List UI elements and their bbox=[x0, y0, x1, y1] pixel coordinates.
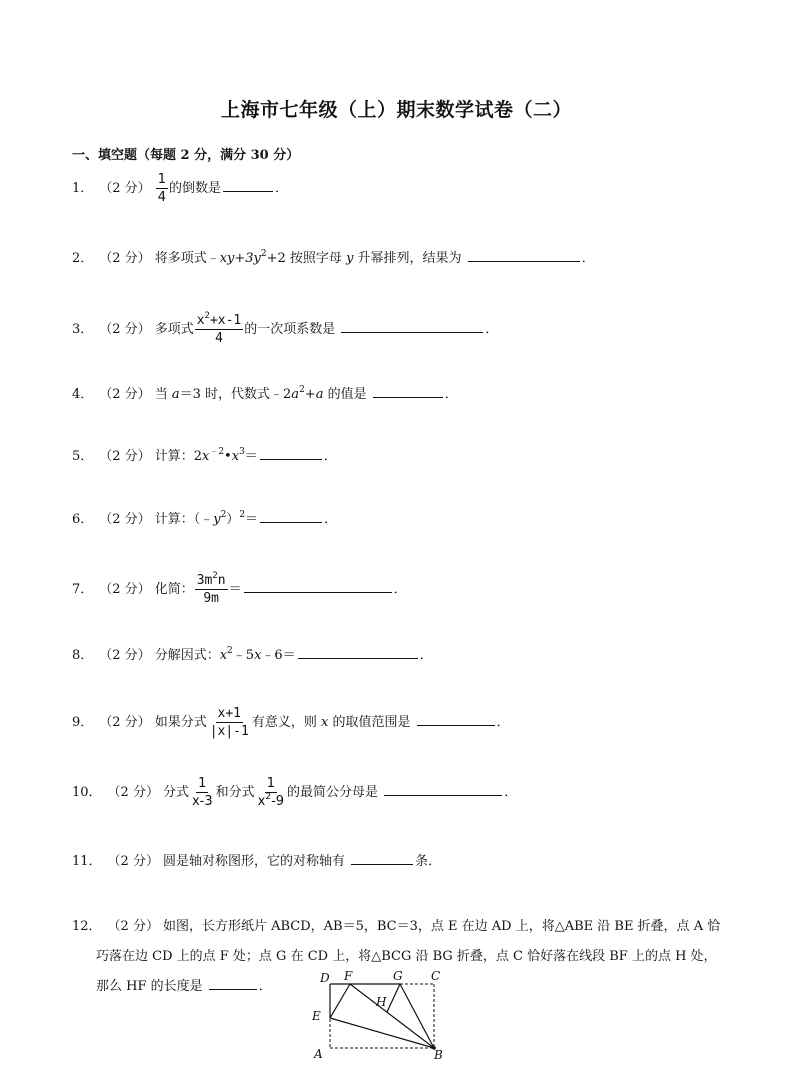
question-number: 7． bbox=[72, 582, 94, 597]
question-text: ＝3 时，代数式﹣2 bbox=[179, 387, 292, 402]
bracket: ） bbox=[226, 512, 240, 527]
question-number: 12． bbox=[72, 919, 102, 934]
geometry-figure bbox=[300, 966, 460, 1066]
numerator: $3m^2n$ bbox=[196, 571, 226, 588]
question-7 bbox=[72, 573, 407, 606]
period: ． bbox=[258, 979, 272, 994]
answer-blank[interactable] bbox=[417, 711, 495, 726]
variable: a bbox=[315, 387, 324, 402]
question-score: （2 分） bbox=[99, 512, 151, 527]
question-text: 升幂排列，结果为 bbox=[353, 251, 462, 266]
question-text: ﹣6＝ bbox=[261, 648, 296, 663]
segment-ef bbox=[330, 984, 350, 1018]
period: ． bbox=[419, 648, 433, 663]
question-text: +2 按照字母 bbox=[266, 251, 342, 266]
question-score: （2 分） bbox=[107, 785, 159, 800]
period: ． bbox=[444, 387, 458, 402]
question-text: 分式 bbox=[162, 785, 189, 800]
denominator: 4 bbox=[215, 331, 223, 346]
question-11 bbox=[72, 850, 441, 872]
question-text: 巧落在边 CD 上的点 F 处；点 G 在 CD 上，将△BCG 沿 BG 折叠，点 C 恰好落在线段 BF 上的点 H 处， bbox=[96, 949, 717, 964]
fraction bbox=[190, 776, 215, 809]
variable: y bbox=[346, 251, 354, 266]
question-score: （2 分） bbox=[99, 582, 151, 597]
operator: • bbox=[224, 449, 232, 464]
answer-blank[interactable] bbox=[351, 850, 413, 865]
numerator: $x^2+x-1$ bbox=[196, 311, 242, 328]
answer-blank[interactable] bbox=[223, 177, 273, 192]
question-score: （2 分） bbox=[107, 854, 159, 869]
page-title: 上海市七年级（上）期末数学试卷（二） bbox=[220, 99, 572, 121]
fraction bbox=[195, 573, 228, 606]
question-text: 有意义，则 bbox=[251, 715, 317, 730]
period: ． bbox=[274, 181, 288, 196]
question-text: 的一次项系数是 bbox=[244, 322, 336, 337]
question-text: 化简： bbox=[154, 582, 194, 597]
question-text: 计算：（﹣ bbox=[154, 512, 214, 527]
variable: x bbox=[321, 715, 329, 730]
question-line bbox=[72, 912, 732, 942]
question-2 bbox=[72, 247, 595, 269]
question-text: 的倒数是 bbox=[168, 181, 221, 196]
question-text: 如果分式 bbox=[154, 715, 207, 730]
denominator: 9m bbox=[203, 591, 219, 606]
question-text: 那么 HF 的长度是 bbox=[96, 979, 203, 994]
question-text: 将多项式﹣ bbox=[154, 251, 220, 266]
label-h: H bbox=[376, 995, 387, 1009]
period: ． bbox=[485, 322, 499, 337]
period: ． bbox=[581, 251, 595, 266]
question-score: （2 分） bbox=[99, 181, 151, 196]
label-a: A bbox=[314, 1047, 323, 1061]
answer-blank[interactable] bbox=[260, 445, 322, 460]
question-text: 的取值范围是 bbox=[328, 715, 411, 730]
variable: a bbox=[171, 387, 180, 402]
label-b: B bbox=[434, 1048, 443, 1062]
answer-blank[interactable] bbox=[468, 247, 580, 262]
operator: + bbox=[304, 387, 316, 402]
denominator: 4 bbox=[157, 190, 166, 205]
question-text: 分解因式： bbox=[154, 648, 220, 663]
numerator: x+1 bbox=[217, 706, 242, 721]
label-c: C bbox=[431, 969, 441, 983]
label-g: G bbox=[393, 969, 403, 983]
question-number: 11． bbox=[72, 854, 102, 869]
answer-blank[interactable] bbox=[384, 781, 502, 796]
question-score: （2 分） bbox=[99, 251, 151, 266]
question-text: 圆是轴对称图形，它的对称轴有 bbox=[162, 854, 345, 869]
answer-blank[interactable] bbox=[209, 975, 257, 990]
numerator: 1 bbox=[198, 776, 207, 791]
question-4 bbox=[72, 383, 458, 405]
question-score: （2 分） bbox=[99, 449, 151, 464]
question-text: 的最简公分母是 bbox=[287, 785, 379, 800]
exponent: 2 bbox=[260, 249, 267, 259]
period: ． bbox=[324, 512, 338, 527]
operator: ＝ bbox=[244, 449, 258, 464]
fraction bbox=[256, 776, 286, 809]
question-6 bbox=[72, 508, 337, 530]
fraction bbox=[195, 313, 244, 346]
question-text: ﹣5 bbox=[232, 648, 255, 663]
question-text: 的值是 bbox=[323, 387, 367, 402]
question-text: 如图，长方形纸片 ABCD，AB＝5，BC＝3，点 E 在边 AD 上，将△ABE 沿 BE 折叠，点 A 恰 bbox=[162, 919, 721, 934]
expression: xy+3y bbox=[219, 251, 261, 266]
answer-blank[interactable] bbox=[341, 318, 483, 333]
question-number: 9． bbox=[72, 715, 94, 730]
question-score: （2 分） bbox=[99, 322, 151, 337]
question-text: 计算：2 bbox=[154, 449, 202, 464]
question-score: （2 分） bbox=[99, 715, 151, 730]
question-number: 8． bbox=[72, 648, 94, 663]
answer-blank[interactable] bbox=[244, 578, 392, 593]
segment-eb bbox=[330, 1018, 434, 1048]
variable: x bbox=[231, 449, 240, 464]
segment-gh bbox=[387, 984, 400, 1012]
denominator: x-3 bbox=[191, 794, 213, 809]
question-5 bbox=[72, 445, 337, 467]
variable: x bbox=[201, 449, 210, 464]
label-d: D bbox=[320, 971, 330, 985]
denominator: |x|-1 bbox=[209, 724, 249, 739]
question-score: （2 分） bbox=[107, 919, 159, 934]
fraction bbox=[208, 706, 251, 739]
numerator: 1 bbox=[266, 776, 275, 791]
denominator: $x^2-9$ bbox=[257, 792, 285, 809]
exponent: 3 bbox=[239, 447, 245, 457]
variable: a bbox=[291, 387, 300, 402]
period: ． bbox=[323, 449, 337, 464]
question-number: 1． bbox=[72, 181, 94, 196]
answer-blank[interactable] bbox=[373, 383, 443, 398]
question-text: 当 bbox=[154, 387, 168, 402]
segment-gb bbox=[400, 984, 434, 1048]
exponent: 2 bbox=[299, 385, 305, 395]
question-text: 条． bbox=[415, 854, 442, 869]
question-score: （2 分） bbox=[99, 387, 151, 402]
question-1 bbox=[72, 172, 288, 205]
exponent: 2 bbox=[227, 646, 233, 656]
question-number: 6． bbox=[72, 512, 94, 527]
question-9 bbox=[72, 706, 510, 739]
fraction bbox=[156, 172, 168, 205]
question-10 bbox=[72, 776, 517, 809]
section-heading: 一、填空题（每题 2 分，满分 30 分） bbox=[72, 148, 300, 163]
answer-blank[interactable] bbox=[298, 644, 418, 659]
question-text: 和分式 bbox=[215, 785, 255, 800]
variable: y bbox=[213, 512, 221, 527]
question-number: 5． bbox=[72, 449, 94, 464]
question-number: 2． bbox=[72, 251, 94, 266]
exponent: 2 bbox=[220, 510, 227, 520]
numerator: 1 bbox=[157, 172, 166, 187]
question-number: 4． bbox=[72, 387, 94, 402]
answer-blank[interactable] bbox=[260, 508, 322, 523]
operator: ＝ bbox=[245, 512, 259, 527]
label-e: E bbox=[312, 1009, 321, 1023]
variable: x bbox=[254, 648, 262, 663]
period: ． bbox=[393, 582, 407, 597]
exponent: ﹣2 bbox=[209, 447, 225, 457]
question-number: 3． bbox=[72, 322, 94, 337]
variable: x bbox=[219, 648, 228, 663]
question-score: （2 分） bbox=[99, 648, 151, 663]
period: ． bbox=[504, 785, 518, 800]
question-3 bbox=[72, 313, 498, 346]
label-f: F bbox=[344, 969, 353, 983]
question-8 bbox=[72, 644, 433, 666]
period: ． bbox=[496, 715, 510, 730]
question-number: 10． bbox=[72, 785, 102, 800]
exponent: 2 bbox=[239, 510, 246, 520]
question-text: 多项式 bbox=[154, 322, 194, 337]
segment-fb bbox=[350, 984, 434, 1048]
operator: ＝ bbox=[228, 582, 242, 597]
